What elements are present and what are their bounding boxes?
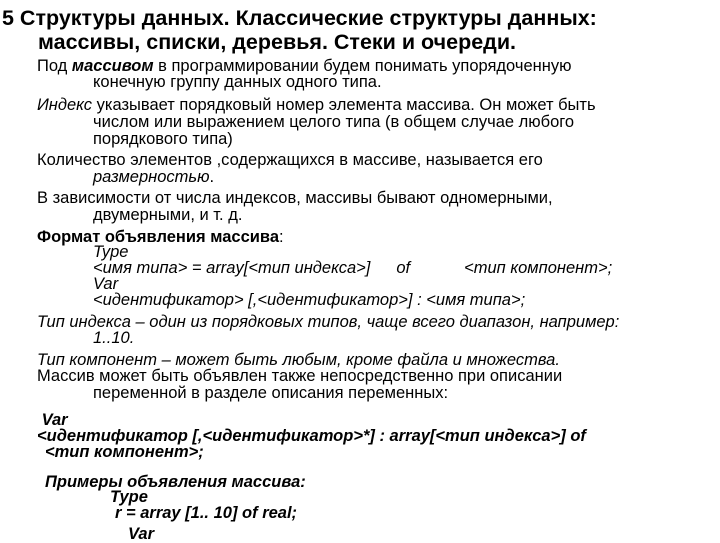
p1-text-b: в программировании будем понимать упорядоченную xyxy=(153,57,572,75)
examples-type-keyword: Type xyxy=(110,488,148,506)
p5-end: : xyxy=(279,228,284,246)
p2-line-3: порядкового типа) xyxy=(93,130,233,148)
p3-line-2 xyxy=(93,168,214,186)
decl-type-line-a: <имя типа> = array[<тип индекса>] xyxy=(93,259,371,277)
decl2-line-3: <тип компонент>; xyxy=(45,443,204,461)
p1-line-2: конечную группу данных одного типа. xyxy=(93,73,382,91)
p8-line-2: переменной в разделе описания переменных: xyxy=(93,384,449,402)
p2-line-1 xyxy=(37,96,596,114)
p2-text-a: указывает порядковый номер элемента массива. Он может быть xyxy=(92,96,596,114)
slide-title xyxy=(2,6,718,54)
p3-term: размерностью xyxy=(93,168,210,186)
decl2-line-2: <идентификатор [,<идентификатор>*] : array[<тип индекса>] of xyxy=(37,427,586,445)
decl2-var-keyword: Var xyxy=(37,411,68,429)
decl-type-line-b: <тип компонент>; xyxy=(464,259,613,277)
p2-term: Индекс xyxy=(37,96,93,114)
p3-end: . xyxy=(209,168,215,186)
p8-line-1: Массив может быть объявлен также непосредственно при описании xyxy=(37,367,563,385)
decl-var-line: <идентификатор> [,<идентификатор>] : <имя типа>; xyxy=(93,291,526,309)
decl-type-line xyxy=(93,259,612,277)
p7-line: Тип компонент – может быть любым, кроме файла и множества. xyxy=(37,351,560,369)
title-line-1: 5 Структуры данных. Классические структуры данных: xyxy=(2,6,597,30)
p2-line-2: числом или выражением целого типа (в общем случае любого xyxy=(93,113,575,131)
p6-line-1: Тип индекса – один из порядковых типов, чаще всего диапазон, например: xyxy=(37,313,620,331)
p1-text-a: Под xyxy=(37,57,72,75)
p5-heading xyxy=(37,228,284,246)
decl-var-keyword: Var xyxy=(93,275,119,293)
decl-type-keyword: Type xyxy=(93,243,129,261)
examples-var-keyword: Var xyxy=(128,525,154,543)
examples-type-line: r = array [1.. 10] of real; xyxy=(115,504,298,522)
p5-term: Формат объявления массива xyxy=(37,228,280,246)
p4-line-1: В зависимости от числа индексов, массивы бывают одномерными, xyxy=(37,189,553,207)
p6-line-2: 1..10. xyxy=(93,329,135,347)
decl-of-keyword: of xyxy=(396,259,411,277)
title-line-2: массивы, списки, деревья. Стеки и очереди. xyxy=(38,30,517,54)
p3-line-1: Количество элементов ,содержащихся в массиве, называется его xyxy=(37,151,543,169)
examples-heading: Примеры объявления массива: xyxy=(45,473,306,491)
p4-line-2: двумерными, и т. д. xyxy=(93,206,243,224)
p1-term: массивом xyxy=(71,57,154,75)
